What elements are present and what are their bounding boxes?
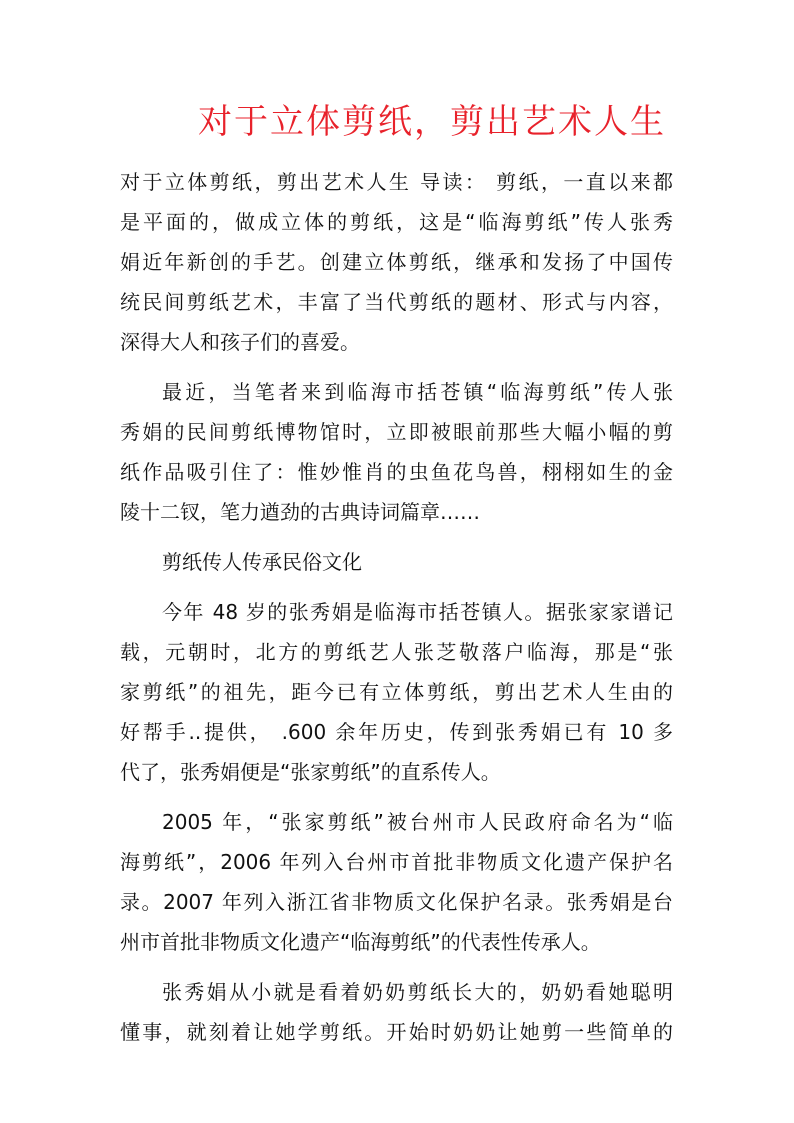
text-line: 是平面的，做成立体的剪纸，这是“临海剪纸”传人张秀 xyxy=(120,210,673,234)
text-line: 好帮手..提供， .600 余年历史，传到张秀娟已有 10 多 xyxy=(120,720,673,744)
text-line: 秀娟的民间剪纸博物馆时，立即被眼前那些大幅小幅的剪 xyxy=(120,420,673,444)
text-line: 对于立体剪纸，剪出艺术人生 导读： 剪纸，一直以来都 xyxy=(120,170,673,194)
paragraph-heritage xyxy=(120,802,673,962)
text-line: 家剪纸”的祖先，距今已有立体剪纸，剪出艺术人生由的 xyxy=(120,680,673,704)
heading-line: 剪纸传人传承民俗文化 xyxy=(162,550,362,574)
text-line: 今年 48 岁的张秀娟是临海市括苍镇人。据张家家谱记 xyxy=(162,600,673,624)
text-line: 张秀娟从小就是看着奶奶剪纸长大的，奶奶看她聪明 xyxy=(162,980,673,1004)
text-line: 最近，当笔者来到临海市括苍镇“临海剪纸”传人张 xyxy=(162,380,673,404)
section-heading xyxy=(120,542,673,582)
text-line: 纸作品吸引住了：惟妙惟肖的虫鱼花鸟兽，栩栩如生的金 xyxy=(120,460,673,484)
text-line: 录。2007 年列入浙江省非物质文化保护名录。张秀娟是台 xyxy=(120,890,673,914)
document-title: 对于立体剪纸，剪出艺术人生 xyxy=(198,102,666,142)
document-body xyxy=(120,162,673,1052)
text-line: 州市首批非物质文化遗产“临海剪纸”的代表性传承人。 xyxy=(120,930,601,954)
text-line: 懂事，就刻着让她学剪纸。开始时奶奶让她剪一些简单的 xyxy=(120,1020,673,1044)
text-line: 2005 年，“张家剪纸”被台州市人民政府命名为“临 xyxy=(162,810,673,834)
text-line: 娟近年新创的手艺。创建立体剪纸，继承和发扬了中国传 xyxy=(120,250,673,274)
paragraph-history xyxy=(120,592,673,792)
text-line: 海剪纸”，2006 年列入台州市首批非物质文化遗产保护名 xyxy=(120,850,673,874)
paragraph-intro xyxy=(120,162,673,362)
paragraph-childhood xyxy=(120,972,673,1052)
text-line: 统民间剪纸艺术，丰富了当代剪纸的题材、形式与内容， xyxy=(120,290,673,314)
text-line: 陵十二钗，笔力遒劲的古典诗词篇章…… xyxy=(120,500,480,524)
text-line: 载，元朝时，北方的剪纸艺人张芝敬落户临海，那是“张 xyxy=(120,640,673,664)
paragraph-visit xyxy=(120,372,673,532)
text-line: 代了，张秀娟便是“张家剪纸”的直系传人。 xyxy=(120,760,501,784)
text-line: 深得大人和孩子们的喜爱。 xyxy=(120,330,360,354)
